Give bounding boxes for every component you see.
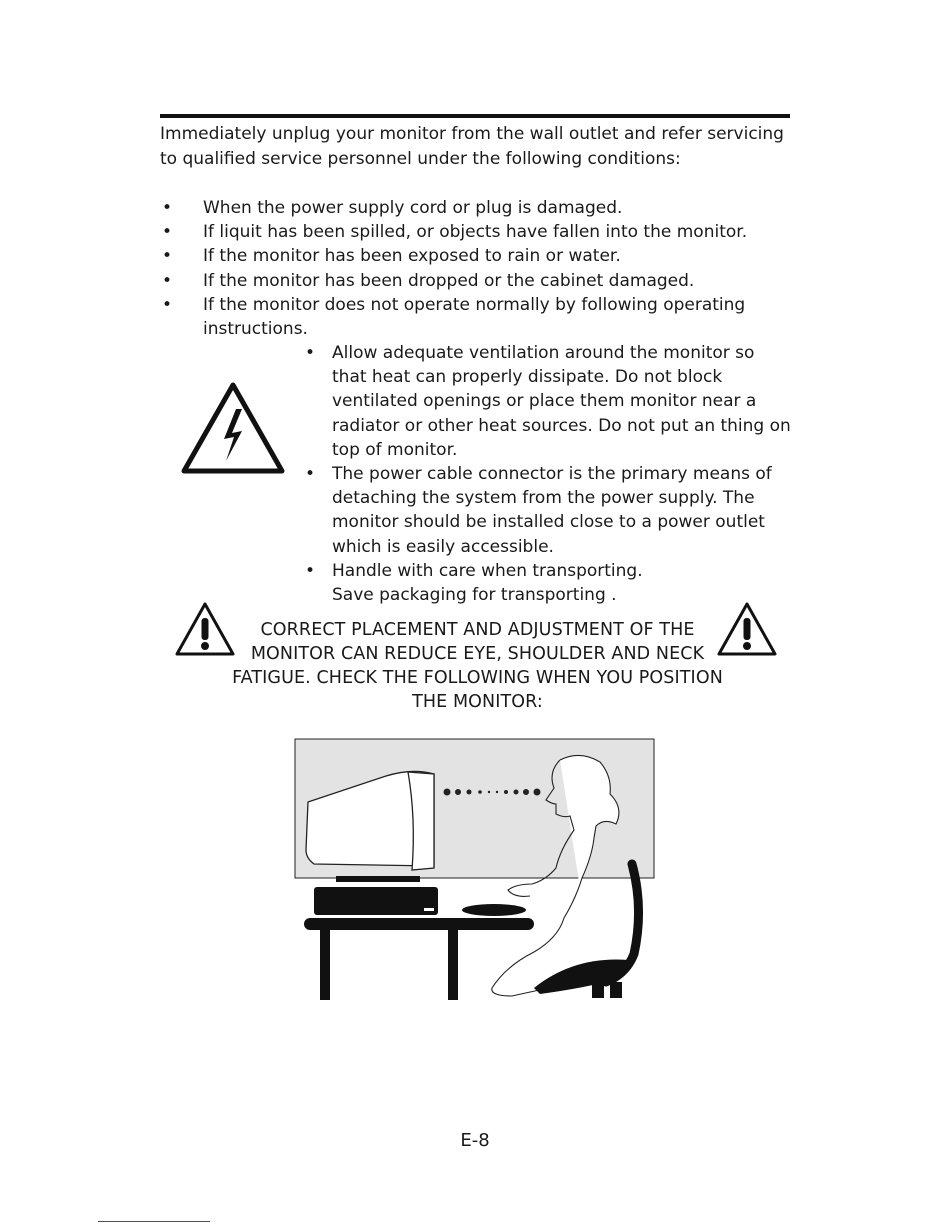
packaging-note: Save packaging for transporting .	[332, 585, 617, 606]
intro-paragraph: Immediately unplug your monitor from the wall outlet and refer servicing to qualified service personnel under the following conditions:	[160, 124, 784, 169]
exclamation-warning-icon	[174, 601, 236, 657]
list-item: • If the monitor does not operate normally by following operating instructions.	[162, 294, 746, 340]
list-item: • When the power supply cord or plug is damaged.	[160, 196, 800, 220]
safety-notes-list	[303, 341, 793, 607]
exclamation-warning-icon	[716, 601, 778, 657]
list-item: • Handle with care when transporting. Save packaging for transporting .	[303, 559, 793, 607]
bullet: •	[305, 464, 316, 485]
monitor-posture-illustration	[294, 738, 664, 1003]
list-item: • The power cable connector is the primary means of detaching the system from the power supply. The monitor should be installed close to a power outlet which is easily accessible.	[305, 464, 772, 557]
bullet: •	[162, 294, 173, 315]
bullet: •	[162, 270, 173, 291]
list-item: • If the monitor has been dropped or the cabinet damaged.	[160, 269, 800, 293]
bullet: •	[305, 560, 316, 581]
footer-divider	[98, 1221, 210, 1222]
bullet: •	[162, 246, 173, 267]
list-item: • If liquit has been spilled, or objects have fallen into the monitor.	[160, 220, 800, 244]
bullet: •	[162, 222, 173, 243]
electric-shock-warning-icon	[180, 381, 286, 475]
bullet: •	[162, 198, 173, 218]
page-number: E-8	[460, 1130, 490, 1151]
list-item: • Allow adequate ventilation around the monitor so that heat can properly dissipate. Do not block ventilated openings or place them monitor near a radiator or other heat sources. Do not put an thing on top of monitor.	[305, 343, 791, 460]
bullet: •	[305, 343, 316, 363]
caution-text: CORRECT PLACEMENT AND ADJUSTMENT OF THE MONITOR CAN REDUCE EYE, SHOULDER AND NECK FATIGUE. CHECK THE FOLLOWING WHEN YOU POSITION THE MONITOR:	[232, 620, 723, 712]
top-rule	[160, 114, 790, 118]
conditions-list	[160, 196, 800, 341]
list-item: • If the monitor has been exposed to rain or water.	[160, 244, 800, 268]
